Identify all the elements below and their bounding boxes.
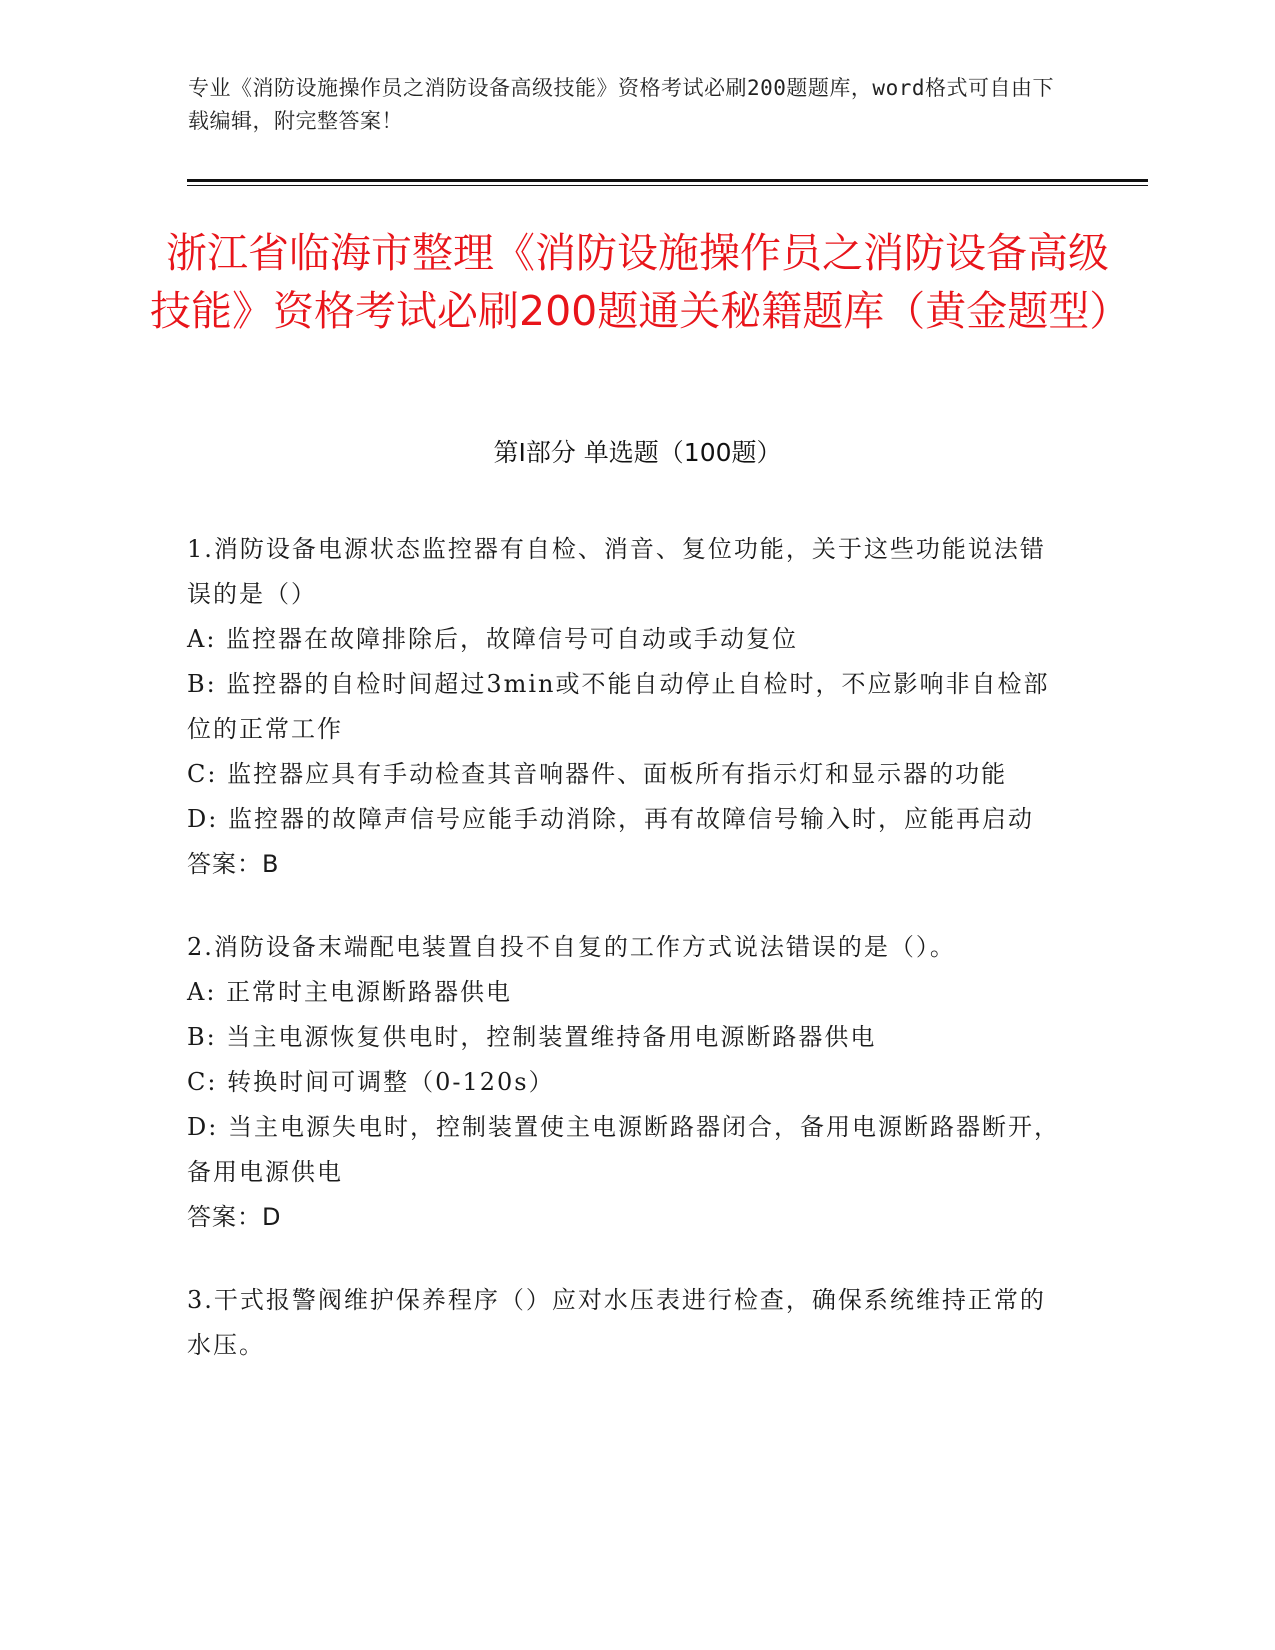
- option-c: C: 转换时间可调整（0-120s）: [187, 1068, 555, 1096]
- question-stem: 1.消防设备电源状态监控器有自检、消音、复位功能，关于这些功能说法错误的是（）: [187, 535, 1046, 608]
- option-c: C: 监控器应具有手动检查其音响器件、面板所有指示灯和显示器的功能: [187, 760, 1008, 788]
- question-list: [187, 527, 1067, 1406]
- option-d: D: 监控器的故障声信号应能手动消除，再有故障信号输入时，应能再启动: [187, 805, 1034, 833]
- document-title: 浙江省临海市整理《消防设施操作员之消防设备高级技能》资格考试必刷200题通关秘籍题库（黄金题型）: [150, 229, 1131, 335]
- question-stem: 3.干式报警阀维护保养程序（）应对水压表进行检查，确保系统维持正常的水压。: [187, 1286, 1046, 1359]
- option-a: A: 正常时主电源断路器供电: [187, 978, 513, 1006]
- option-b: B: 监控器的自检时间超过3min或不能自动停止自检时，不应影响非自检部位的正常工作: [187, 670, 1050, 743]
- answer: 答案：B: [187, 850, 280, 878]
- option-b: B: 当主电源恢复供电时，控制装置维持备用电源断路器供电: [187, 1023, 877, 1051]
- header-divider-thick: [187, 179, 1148, 182]
- question-1: [187, 527, 1067, 887]
- section-heading: 第I部分 单选题（100题）: [493, 438, 782, 467]
- question-3: [187, 1278, 1067, 1368]
- option-d: D: 当主电源失电时，控制装置使主电源断路器闭合，备用电源断路器断开，备用电源供电: [187, 1113, 1060, 1186]
- option-a: A: 监控器在故障排除后，故障信号可自动或手动复位: [187, 625, 799, 653]
- answer: 答案：D: [187, 1203, 282, 1231]
- question-2: [187, 925, 1067, 1240]
- header-divider-thin: [187, 185, 1148, 186]
- question-stem: 2.消防设备末端配电装置自投不自复的工作方式说法错误的是（）。: [187, 933, 956, 961]
- header-note: 专业《消防设施操作员之消防设备高级技能》资格考试必刷200题题库，word格式可自由下载编辑，附完整答案！: [188, 76, 1054, 133]
